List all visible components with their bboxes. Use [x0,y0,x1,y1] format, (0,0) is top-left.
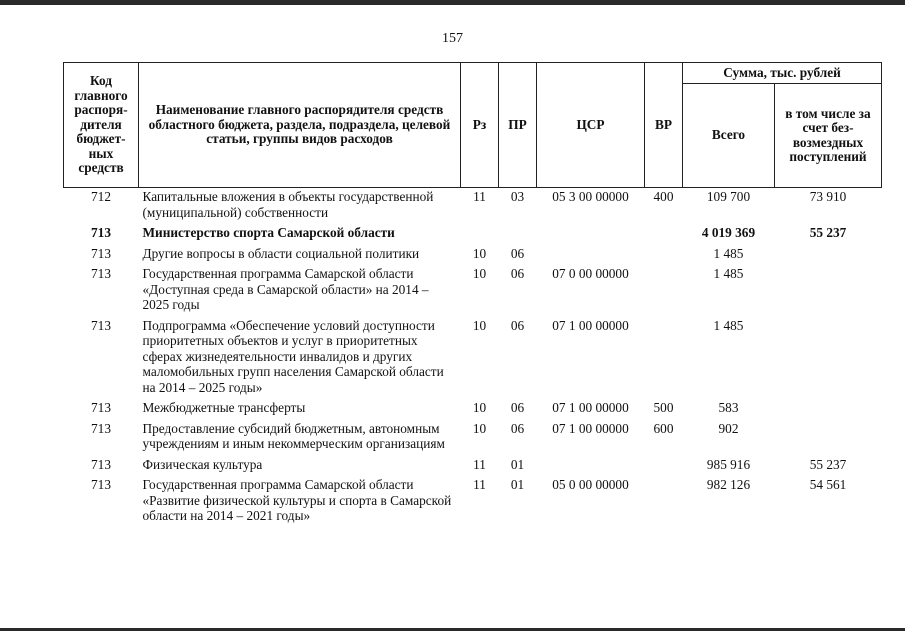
cell-vr [645,317,683,400]
budget-table [63,62,882,528]
cell-incl: 55 237 [809,225,847,240]
cell-pr: 01 [510,477,525,492]
cell-incl [775,399,882,420]
cell-total: 1 485 [713,266,744,281]
cell-vr [645,456,683,477]
cell-rz: 11 [473,477,486,492]
cell-vr [645,245,683,266]
cell-code: 713 [91,420,111,436]
cell-code: 713 [91,400,111,415]
cell-pr: 06 [510,420,525,436]
cell-name: Государственная программа Самарской области «Развитие физической культуры и спорта в Самарской области на 2014 – 2021 годы» [142,477,452,523]
header-rz: Рз [461,63,499,188]
table-row [64,245,882,266]
cell-csr: 07 0 00 00000 [552,266,629,281]
cell-total: 1 485 [713,245,744,261]
cell-incl [775,317,882,400]
cell-csr: 07 1 00 00000 [552,317,629,333]
cell-name: Государственная программа Самарской области «Доступная среда в Самарской области» на 2014 – 2025 годы [142,266,429,312]
header-code: Код главного распоря- дителя бюджет- ных средств [64,63,139,188]
cell-rz: 10 [472,420,487,436]
cell-vr [645,224,683,245]
table-row [64,224,882,245]
cell-pr: 06 [510,266,525,281]
cell-incl [775,265,882,317]
header-pr: ПР [499,63,537,188]
cell-code: 713 [91,266,111,281]
cell-incl: 55 237 [809,456,847,472]
cell-rz: 10 [472,266,487,281]
cell-csr [537,224,645,245]
cell-incl: 54 561 [809,477,847,492]
header-name: Наименование главного распорядителя средств областного бюджета, раздела, подраздела, целевой статьи, группы видов расходов [139,63,461,188]
cell-pr: 01 [510,456,525,472]
cell-rz: 11 [473,189,486,204]
cell-total: 1 485 [713,317,744,333]
cell-rz: 10 [472,245,487,261]
cell-name: Предоставление субсидий бюджетным, автономным учреждениям и иным некоммерческим организациям [142,420,445,451]
header-incl: в том числе за счет без- возмездных поступлений [775,84,882,188]
cell-incl [775,420,882,456]
cell-name: Межбюджетные трансферты [142,400,306,415]
cell-pr: 03 [510,189,525,204]
page-number: 157 [442,31,463,46]
table-body [64,188,882,528]
table-row [64,188,882,225]
cell-csr [537,245,645,266]
header-vr: ВР [645,63,683,188]
top-rule [0,0,905,5]
table-header [64,63,882,188]
cell-rz: 11 [473,456,486,472]
cell-pr: 06 [510,245,525,261]
cell-csr: 05 0 00 00000 [552,477,629,492]
cell-pr [499,224,537,245]
cell-vr: 500 [653,400,674,415]
cell-code: 713 [91,245,111,261]
cell-rz: 10 [472,400,487,415]
cell-vr: 600 [653,420,674,436]
cell-csr [537,456,645,477]
cell-incl: 73 910 [809,189,847,204]
cell-csr: 07 1 00 00000 [552,420,629,436]
cell-total: 985 916 [706,456,751,472]
cell-vr: 400 [653,189,674,204]
cell-total: 4 019 369 [701,225,756,240]
cell-pr: 06 [510,317,525,333]
cell-rz: 10 [472,317,487,333]
cell-code: 713 [91,317,111,333]
bottom-rule [0,628,905,631]
table-row [64,476,882,528]
cell-total: 109 700 [706,189,751,204]
cell-vr [645,265,683,317]
budget-table-container [63,62,881,528]
cell-name: Подпрограмма «Обеспечение условий доступности приоритетных объектов и услуг в приоритетных сферах жизнедеятельности инвалидов и других маломобильных групп населения Самарской области на 2014 – 2025 годы» [142,317,444,395]
cell-code: 713 [91,456,111,472]
cell-csr: 07 1 00 00000 [552,400,629,415]
cell-name: Физическая культура [142,456,263,472]
cell-incl [775,245,882,266]
cell-total: 583 [718,400,739,415]
cell-code: 713 [91,477,111,492]
header-total: Всего [683,84,775,188]
cell-csr: 05 3 00 00000 [552,189,629,204]
cell-name: Капитальные вложения в объекты государственной (муниципальной) собственности [142,189,434,220]
cell-pr: 06 [510,400,525,415]
cell-total: 902 [718,420,739,436]
table-row [64,456,882,477]
table-row [64,265,882,317]
cell-name: Министерство спорта Самарской области [142,225,395,240]
cell-rz [461,224,499,245]
cell-vr [645,476,683,528]
cell-total: 982 126 [706,477,751,492]
cell-name: Другие вопросы в области социальной политики [142,245,420,261]
cell-code: 713 [91,225,111,240]
header-sum-group: Сумма, тыс. рублей [683,63,882,84]
header-csr: ЦСР [537,63,645,188]
table-row [64,399,882,420]
table-row [64,420,882,456]
table-row [64,317,882,400]
cell-code: 712 [91,189,111,204]
